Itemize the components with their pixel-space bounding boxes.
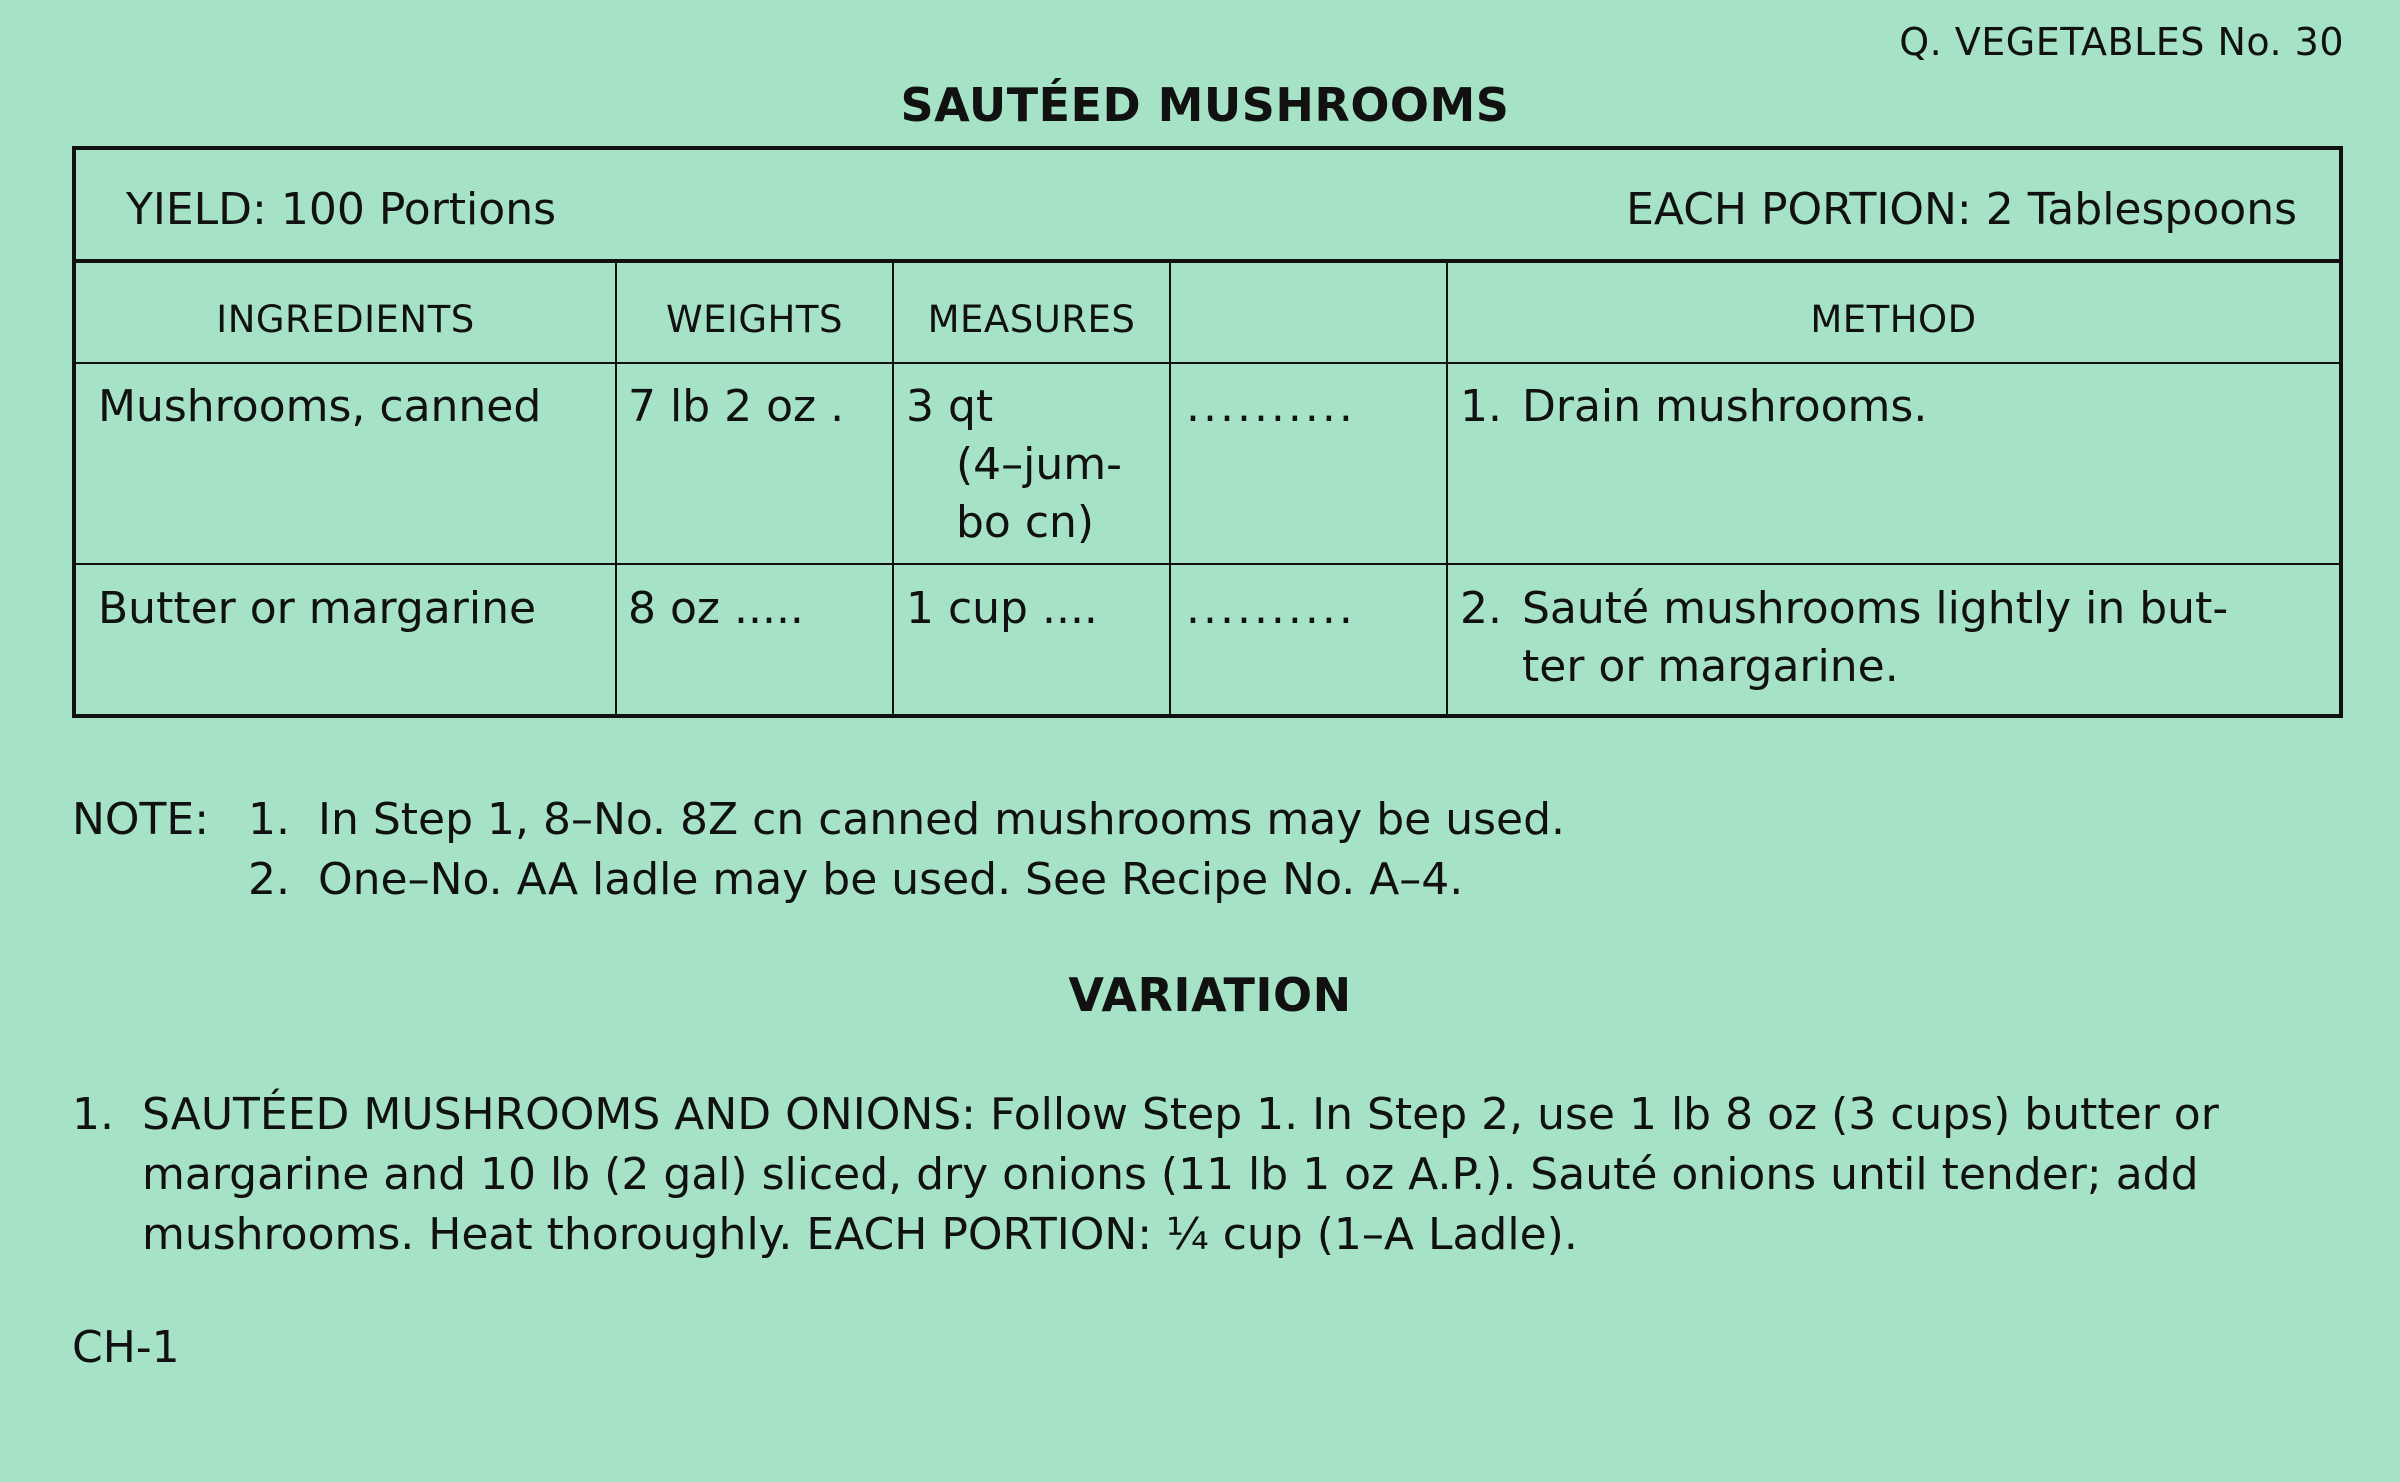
- note-number: 2.: [248, 854, 290, 905]
- row2-weight: 8 oz .....: [628, 583, 804, 634]
- row1-measure: bo cn): [956, 497, 1095, 548]
- row1-weight: 7 lb 2 oz .: [628, 381, 845, 432]
- column-divider: [1169, 259, 1171, 714]
- note-item: [72, 850, 1565, 910]
- variation-number: 1.: [72, 1089, 114, 1140]
- row2-measure: 1 cup ....: [906, 583, 1098, 634]
- note-number: 1.: [248, 794, 290, 845]
- card-number: Q. VEGETABLES No. 30: [1899, 20, 2344, 64]
- note-item: [72, 790, 1565, 850]
- row2-leader-dots: ..........: [1186, 583, 1356, 634]
- yield-row: [76, 150, 2339, 263]
- row2-method: Sauté mushrooms lightly in but-: [1522, 583, 2229, 634]
- row1-measure: (4–jum-: [956, 439, 1123, 490]
- header-weights: WEIGHTS: [666, 298, 843, 341]
- row-divider: [76, 563, 2339, 565]
- row2-method: ter or margarine.: [1522, 641, 1899, 692]
- note-text: In Step 1, 8–No. 8Z cn canned mushrooms may be used.: [318, 794, 1566, 845]
- variation-heading: VARIATION: [1068, 968, 1352, 1022]
- row1-leader-dots: ..........: [1186, 381, 1356, 432]
- variation-item: [72, 1085, 2352, 1265]
- notes-section: [72, 790, 1565, 910]
- note-text: One–No. AA ladle may be used. See Recipe No. A–4.: [318, 854, 1464, 905]
- row1-measure: 3 qt: [906, 381, 994, 432]
- row2-method-number: 2.: [1460, 583, 1502, 634]
- note-label: NOTE:: [72, 794, 210, 845]
- note-label-spacer: [72, 850, 248, 910]
- card-code: CH-1: [72, 1322, 180, 1373]
- variation-text: SAUTÉED MUSHROOMS AND ONIONS: Follow Step 1. In Step 2, use 1 lb 8 oz (3 cups) butter or margarine and 10 lb (2 gal) sliced, dry onions (11 lb 1 oz A.P.). Sauté onions until tender; add mushrooms. Heat thoroughly. EACH PORTION: ¼ cup (1–A Ladle).: [142, 1089, 2219, 1260]
- row1-ingredient: Mushrooms, canned: [98, 381, 542, 432]
- row1-method: Drain mushrooms.: [1522, 381, 1928, 432]
- header-ingredients: INGREDIENTS: [216, 298, 475, 341]
- recipe-table: [72, 146, 2343, 718]
- row2-ingredient: Butter or margarine: [98, 583, 537, 634]
- header-measures: MEASURES: [927, 298, 1136, 341]
- each-portion-text: EACH PORTION: 2 Tablespoons: [1626, 184, 2297, 235]
- yield-text: YIELD: 100 Portions: [126, 184, 557, 235]
- recipe-title: SAUTÉED MUSHROOMS: [900, 78, 1510, 132]
- row1-method-number: 1.: [1460, 381, 1502, 432]
- variation-section: [72, 1085, 2352, 1265]
- header-method: METHOD: [1810, 298, 1977, 341]
- row-divider: [76, 362, 2339, 364]
